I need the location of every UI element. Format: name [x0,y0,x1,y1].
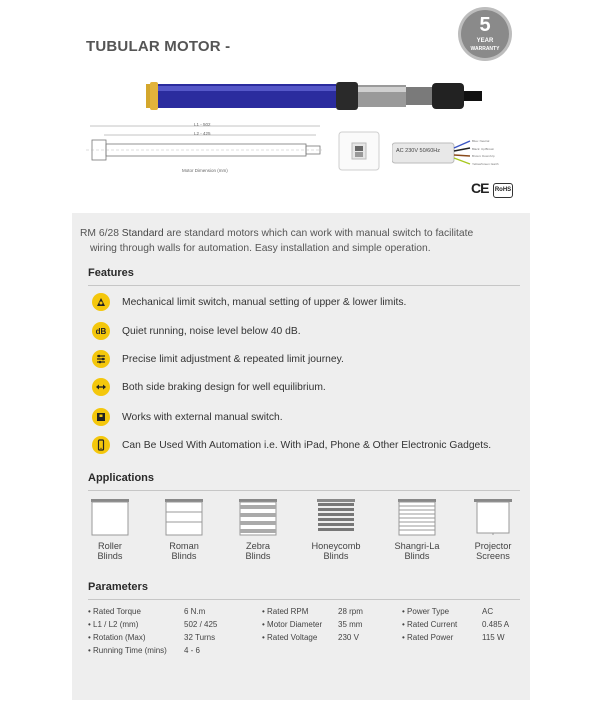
dimension-caption: Motor Dimension (mm) [182,168,228,173]
description-text: are standard motors which can work with manual switch to facilitate [166,228,474,239]
application-label: Roller Blinds [97,541,123,561]
rohs-mark: RoHS [493,183,513,198]
application-label: Roman Blinds [169,541,199,561]
tubular-motor-image [140,78,488,114]
warranty-label: WARRANTY [470,46,500,52]
wall-switch-icon [92,408,110,426]
warranty-years: 5 [479,14,491,36]
application-label: Shangri-La Blinds [394,541,440,561]
application-projector-screens [458,498,528,561]
dimension-drawing [84,120,324,182]
feature-text: Mechanical limit switch, manual setting of upper & lower limits. [122,296,407,308]
wire-legend-item: Yellow/Green: Earth [472,161,499,166]
features-heading: Features [88,267,134,279]
feature-item [92,376,326,398]
feature-text: Quiet running, noise level below 40 dB. [122,325,301,337]
divider [88,490,520,491]
roman-blind-icon [164,498,204,536]
application-roller-blinds [75,498,145,561]
decibel-icon [92,322,110,340]
dimension-l1-label: L1 - 502 [194,122,211,127]
dimension-l2-label: L2 - 425 [194,131,211,136]
model-name: RM 6/28 [80,228,119,239]
model-standard: Standard [121,228,164,239]
parameters-heading: Parameters [88,581,148,593]
limit-switch-icon [92,293,110,311]
wiring-diagram [392,138,514,170]
adjustment-icon [92,350,110,368]
application-honeycomb-blinds [301,498,371,561]
application-zebra-blinds [223,498,293,561]
divider [88,599,520,600]
feature-text: Both side braking design for well equilibrium. [122,381,326,393]
projector-screen-icon [473,498,513,536]
application-shangri-la-blinds [382,498,452,561]
wire-legend [472,138,499,168]
spec-panel: RM 6/28 Standard are standard motors which can work with manual switch to facilitate wiring through walls for automation. Easy installation and simple operation. Features Mechanical limit switch, manual setting of upper & lower limits. dB Quiet running, noise level below 40 dB. Precise limit adjustment & repeated limit journey. Both side braking design for well equilibrium. Works with external manual switch. Can Be Used With Automation i.e. With iPad, Phone & Other Electronic Gadgets. Applications Roller Blinds Roman Blinds Zebra Blinds Honeycomb Blinds Shangri-La Blinds Projector Screens Parameters • Rated Torque 6 N.m • L1 / L2 (mm) 502 / 425 • Rotation (Max) 32 Turns • Running Time (mins) 4 - 6 • Rated RPM 28 rpm • Motor Diameter 35 mm • Rated Voltage 230 V • Power Type AC • Rated Current 0.485 A • Rated Power 115 W [72,213,530,700]
description-line-1 [80,226,528,241]
shangri-la-blind-icon [397,498,437,536]
application-label: Projector Screens [474,541,512,561]
feature-text: Works with external manual switch. [122,411,283,423]
feature-item [92,320,301,342]
zebra-blind-icon [238,498,278,536]
feature-item [92,291,406,313]
page-title: TUBULAR MOTOR - [86,38,231,55]
wall-switch-image [338,131,380,171]
decibel-icon-text: dB [95,326,107,336]
warranty-badge [456,6,514,62]
application-label: Zebra Blinds [245,541,271,561]
application-label: Honeycomb Blinds [311,541,361,561]
roller-blind-icon [90,498,130,536]
feature-item [92,348,344,370]
wire-legend-item: Brown: Down/Up [472,154,495,158]
feature-text: Can Be Used With Automation i.e. With iPad, Phone & Other Electronic Gadgets. [122,439,492,451]
wire-legend-item: Black: Up/Brown [472,146,495,151]
phone-icon [92,436,110,454]
ce-mark: CE [471,180,489,196]
divider [88,285,520,286]
feature-item [92,434,491,456]
warranty-year-label: YEAR [476,38,494,44]
feature-text: Precise limit adjustment & repeated limit journey. [122,353,344,365]
application-roman-blinds [149,498,219,561]
description-line-2: wiring through walls for automation. Easy installation and simple operation. [90,243,431,254]
product-description [80,226,528,256]
feature-item [92,406,283,428]
bidirectional-arrow-icon [92,378,110,396]
honeycomb-blind-icon [316,498,356,536]
wire-legend-item: Blue: Neutral [472,139,490,143]
wiring-voltage-label: AC 230V 50/60Hz [396,148,441,154]
applications-heading: Applications [88,472,155,484]
